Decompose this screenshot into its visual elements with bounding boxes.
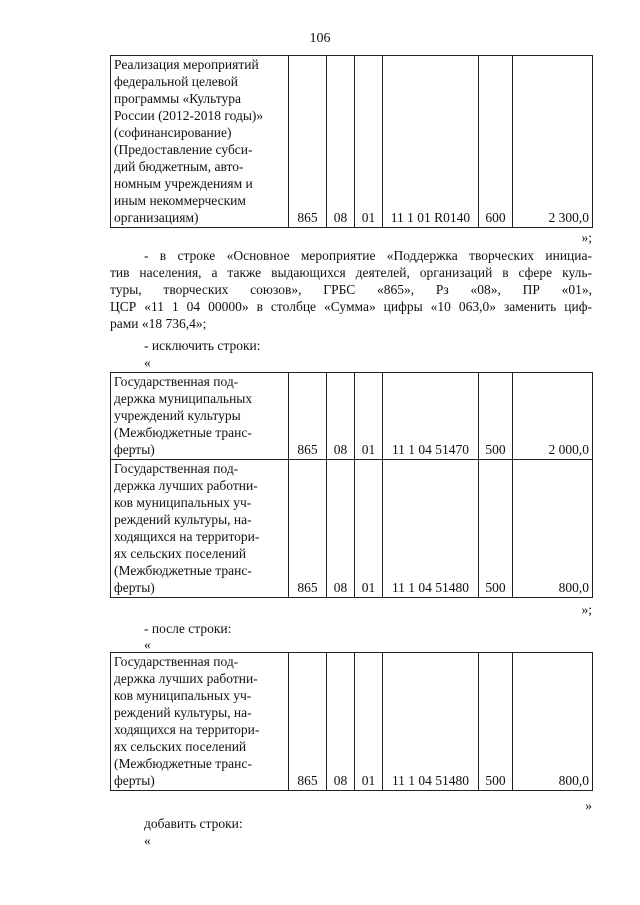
open-quote: «	[144, 833, 151, 848]
row-name-line: ферты)	[114, 442, 155, 457]
paragraph-line: тив населения, а также выдающихся деятелей, организаций в сфере куль-	[110, 265, 592, 280]
amendment-paragraph	[110, 247, 592, 332]
vr-cell: 500	[479, 653, 513, 791]
row-name-cell	[111, 653, 289, 791]
grbs-cell: 865	[289, 460, 327, 598]
budget-table-3	[110, 652, 593, 791]
row-name-line: реждений культуры, на-	[114, 705, 252, 720]
row-name-line: дий бюджетным, авто-	[114, 159, 244, 174]
row-name-line: реждений культуры, на-	[114, 512, 252, 527]
pr-cell: 01	[355, 653, 383, 791]
sum-cell: 800,0	[513, 460, 593, 598]
row-name-line: номным учреждениям и	[114, 176, 253, 191]
row-name-line: (Межбюджетные транс-	[114, 756, 252, 771]
row-name-line: ферты)	[114, 773, 155, 788]
row-name-line: держка лучших работни-	[114, 671, 258, 686]
paragraph-line: туры, творческих союзов», ГРБС «865», Рз «08», ПР «01»,	[110, 282, 592, 297]
rz-cell: 08	[327, 373, 355, 460]
budget-table-2	[110, 372, 593, 598]
vr-cell: 600	[479, 56, 513, 228]
row-name-line: Реализация мероприятий	[114, 57, 259, 72]
budget-table-1	[110, 55, 593, 228]
row-name-line: учреждений культуры	[114, 408, 241, 423]
row-name-line: (Межбюджетные транс-	[114, 425, 252, 440]
paragraph-line: рами «18 736,4»;	[110, 316, 207, 331]
row-name-line: ях сельских поселений	[114, 546, 247, 561]
row-name-line: ходящихся на территори-	[114, 529, 260, 544]
grbs-cell: 865	[289, 373, 327, 460]
closing-quote: »;	[581, 230, 592, 245]
after-row-label: - после строки:	[144, 621, 232, 636]
pr-cell: 01	[355, 460, 383, 598]
table-row	[111, 373, 593, 460]
row-name-line: (Предоставление субси-	[114, 142, 253, 157]
row-name-cell	[111, 460, 289, 598]
row-name-line: (софинансирование)	[114, 125, 232, 140]
rz-cell: 08	[327, 653, 355, 791]
open-quote: «	[144, 355, 151, 370]
sum-cell: 800,0	[513, 653, 593, 791]
row-name-cell	[111, 56, 289, 228]
sum-cell: 2 000,0	[513, 373, 593, 460]
vr-cell: 500	[479, 373, 513, 460]
row-name-line: программы «Культура	[114, 91, 242, 106]
vr-cell: 500	[479, 460, 513, 598]
rz-cell: 08	[327, 460, 355, 598]
row-name-line: (Межбюджетные транс-	[114, 563, 252, 578]
row-name-line: Государственная под-	[114, 654, 239, 669]
row-name-cell	[111, 373, 289, 460]
row-name-line: России (2012-2018 годы)»	[114, 108, 264, 123]
pr-cell: 01	[355, 56, 383, 228]
exclude-rows-label: - исключить строки:	[144, 338, 261, 353]
row-name-line: Государственная под-	[114, 374, 239, 389]
row-name-line: ков муниципальных уч-	[114, 688, 252, 703]
closing-quote: »;	[581, 602, 592, 617]
row-name-line: организациям)	[114, 210, 199, 225]
csr-cell: 11 1 04 51470	[383, 373, 479, 460]
row-name-line: держка муниципальных	[114, 391, 253, 406]
row-name-line: иным некоммерческим	[114, 193, 246, 208]
sum-cell: 2 300,0	[513, 56, 593, 228]
csr-cell: 11 1 04 51480	[383, 653, 479, 791]
open-quote: «	[144, 637, 151, 652]
paragraph-line: - в строке «Основное мероприятие «Поддержка творческих инициа-	[144, 248, 592, 263]
pr-cell: 01	[355, 373, 383, 460]
csr-cell: 11 1 04 51480	[383, 460, 479, 598]
table-row	[111, 653, 593, 791]
row-name-line: ходящихся на территори-	[114, 722, 260, 737]
grbs-cell: 865	[289, 56, 327, 228]
row-name-line: держка лучших работни-	[114, 478, 258, 493]
row-name-line: ферты)	[114, 580, 155, 595]
page-number: 106	[309, 31, 331, 46]
add-rows-label: добавить строки:	[144, 816, 243, 831]
row-name-line: федеральной целевой	[114, 74, 238, 89]
rz-cell: 08	[327, 56, 355, 228]
row-name-line: Государственная под-	[114, 461, 239, 476]
closing-quote: »	[585, 798, 592, 813]
csr-cell: 11 1 01 R0140	[383, 56, 479, 228]
paragraph-line: ЦСР «11 1 04 00000» в столбце «Сумма» цифры «10 063,0» заменить циф-	[110, 299, 592, 314]
table-row	[111, 56, 593, 228]
grbs-cell: 865	[289, 653, 327, 791]
row-name-line: ях сельских поселений	[114, 739, 247, 754]
row-name-line: ков муниципальных уч-	[114, 495, 252, 510]
table-row	[111, 460, 593, 598]
